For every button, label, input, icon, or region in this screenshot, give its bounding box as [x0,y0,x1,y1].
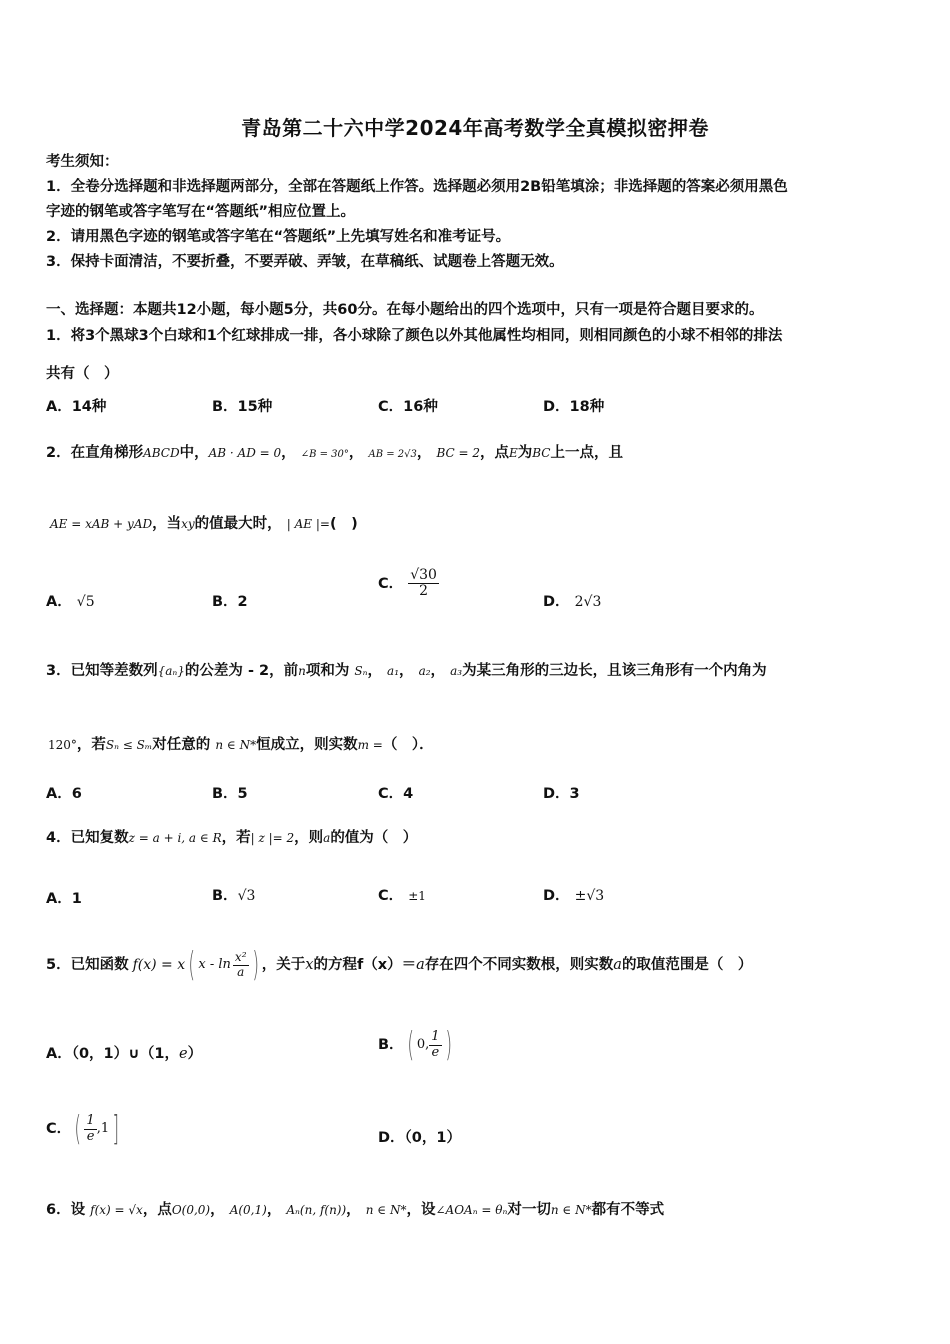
notice-item: 2．请用黑色字迹的钢笔或答字笔在“答题纸”上先填写姓名和准考证号。 [46,229,511,245]
page-title: 青岛第二十六中学2024年高考数学全真模拟密押卷 [241,116,709,140]
question-6-text: 6．设 f(x) = √x，点O(0,0)， A(0,1)， Aₙ(n, f(n))， n ∈ N*，设∠AOAₙ = θₙ对一切n ∈ N*都有不等式 [46,1202,665,1218]
q1-option-b: B．15种 [212,399,273,415]
question-2-line-1: 2．在直角梯形ABCD中，AB · AD = 0， ∠B = 30°， AB = 2√3， BC = 2，点E为BC上一点，且 [46,445,623,461]
notice-item: 1．全卷分选择题和非选择题两部分，全部在答题纸上作答。选择题必须用2B铅笔填涂；非选择题的答案必须用黑色 [46,179,788,195]
notice-item: 3．保持卡面清洁，不要折叠，不要弄破、弄皱，在草稿纸、试题卷上答题无效。 [46,254,564,270]
q4-option-c: C． ±1 [378,888,426,904]
notice-heading: 考生须知： [46,154,119,170]
q4-option-b: B．√3 [212,888,256,904]
q3-option-c: C．4 [378,786,414,802]
question-3-line-1: 3．已知等差数列{aₙ}的公差为 - 2，前n项和为 Sₙ， a₁， a₂， a₃为某三角形的三边长，且该三角形有一个内角为 [46,663,767,679]
question-3-line-2: 120°，若Sₙ ≤ Sₘ对任意的 n ∈ N*恒成立，则实数m =（ ）． [48,737,434,753]
q2-option-d: D． 2√3 [543,594,602,610]
q1-option-c: C．16种 [378,399,438,415]
notice-item: 字迹的钢笔或答字笔写在“答题纸”相应位置上。 [46,204,356,220]
question-1-text-cont: 共有（ ） [46,366,119,382]
q1-option-d: D．18种 [543,399,605,415]
q2-option-c: C． $\frac{√30}{2}$ [378,567,437,600]
question-4-text: 4．已知复数z = a + i, a ∈ R，若| z |= 2，则a的值为（ ） [46,830,418,846]
q1-option-a: A．14种 [46,399,107,415]
section-heading: 一、选择题：本题共12小题，每小题5分，共60分。在每小题给出的四个选项中，只有一项是符合题目要求的。 [46,302,764,318]
q5-option-c: C． ( $\frac{1}{e}$ ,1 ] [46,1109,120,1149]
q3-option-b: B．5 [212,786,248,802]
question-2-line-2: AE = xAB + yAD，当xy的值最大时， | AE |=( ) [50,516,358,532]
question-5-text: 5．已知函数 f(x) = x ( x - ln $\frac{\text{x²}}{a}$ ) ，关于 x 的方程f（x）＝ a 存在四个不同实数根，则实数 a 的取值范围是（ ） [46,945,753,985]
q4-option-a: A．1 [46,891,82,907]
q5-option-b: B． ( 0, $\frac{1}{e}$ ) [378,1025,452,1065]
question-1-text: 1．将3个黑球3个白球和1个红球排成一排，各小球除了颜色以外其他属性均相同，则相同颜色的小球不相邻的排法 [46,328,783,344]
q3-option-d: D．3 [543,786,580,802]
q3-option-a: A．6 [46,786,82,802]
q2-option-b: B．2 [212,594,248,610]
q5-option-a: A．（0，1）∪（1，e） [46,1046,203,1062]
q4-option-d: D． ±√3 [543,888,605,904]
q5-option-d: D．（0，1） [378,1130,461,1146]
q2-option-a: A． √5 [46,594,95,610]
